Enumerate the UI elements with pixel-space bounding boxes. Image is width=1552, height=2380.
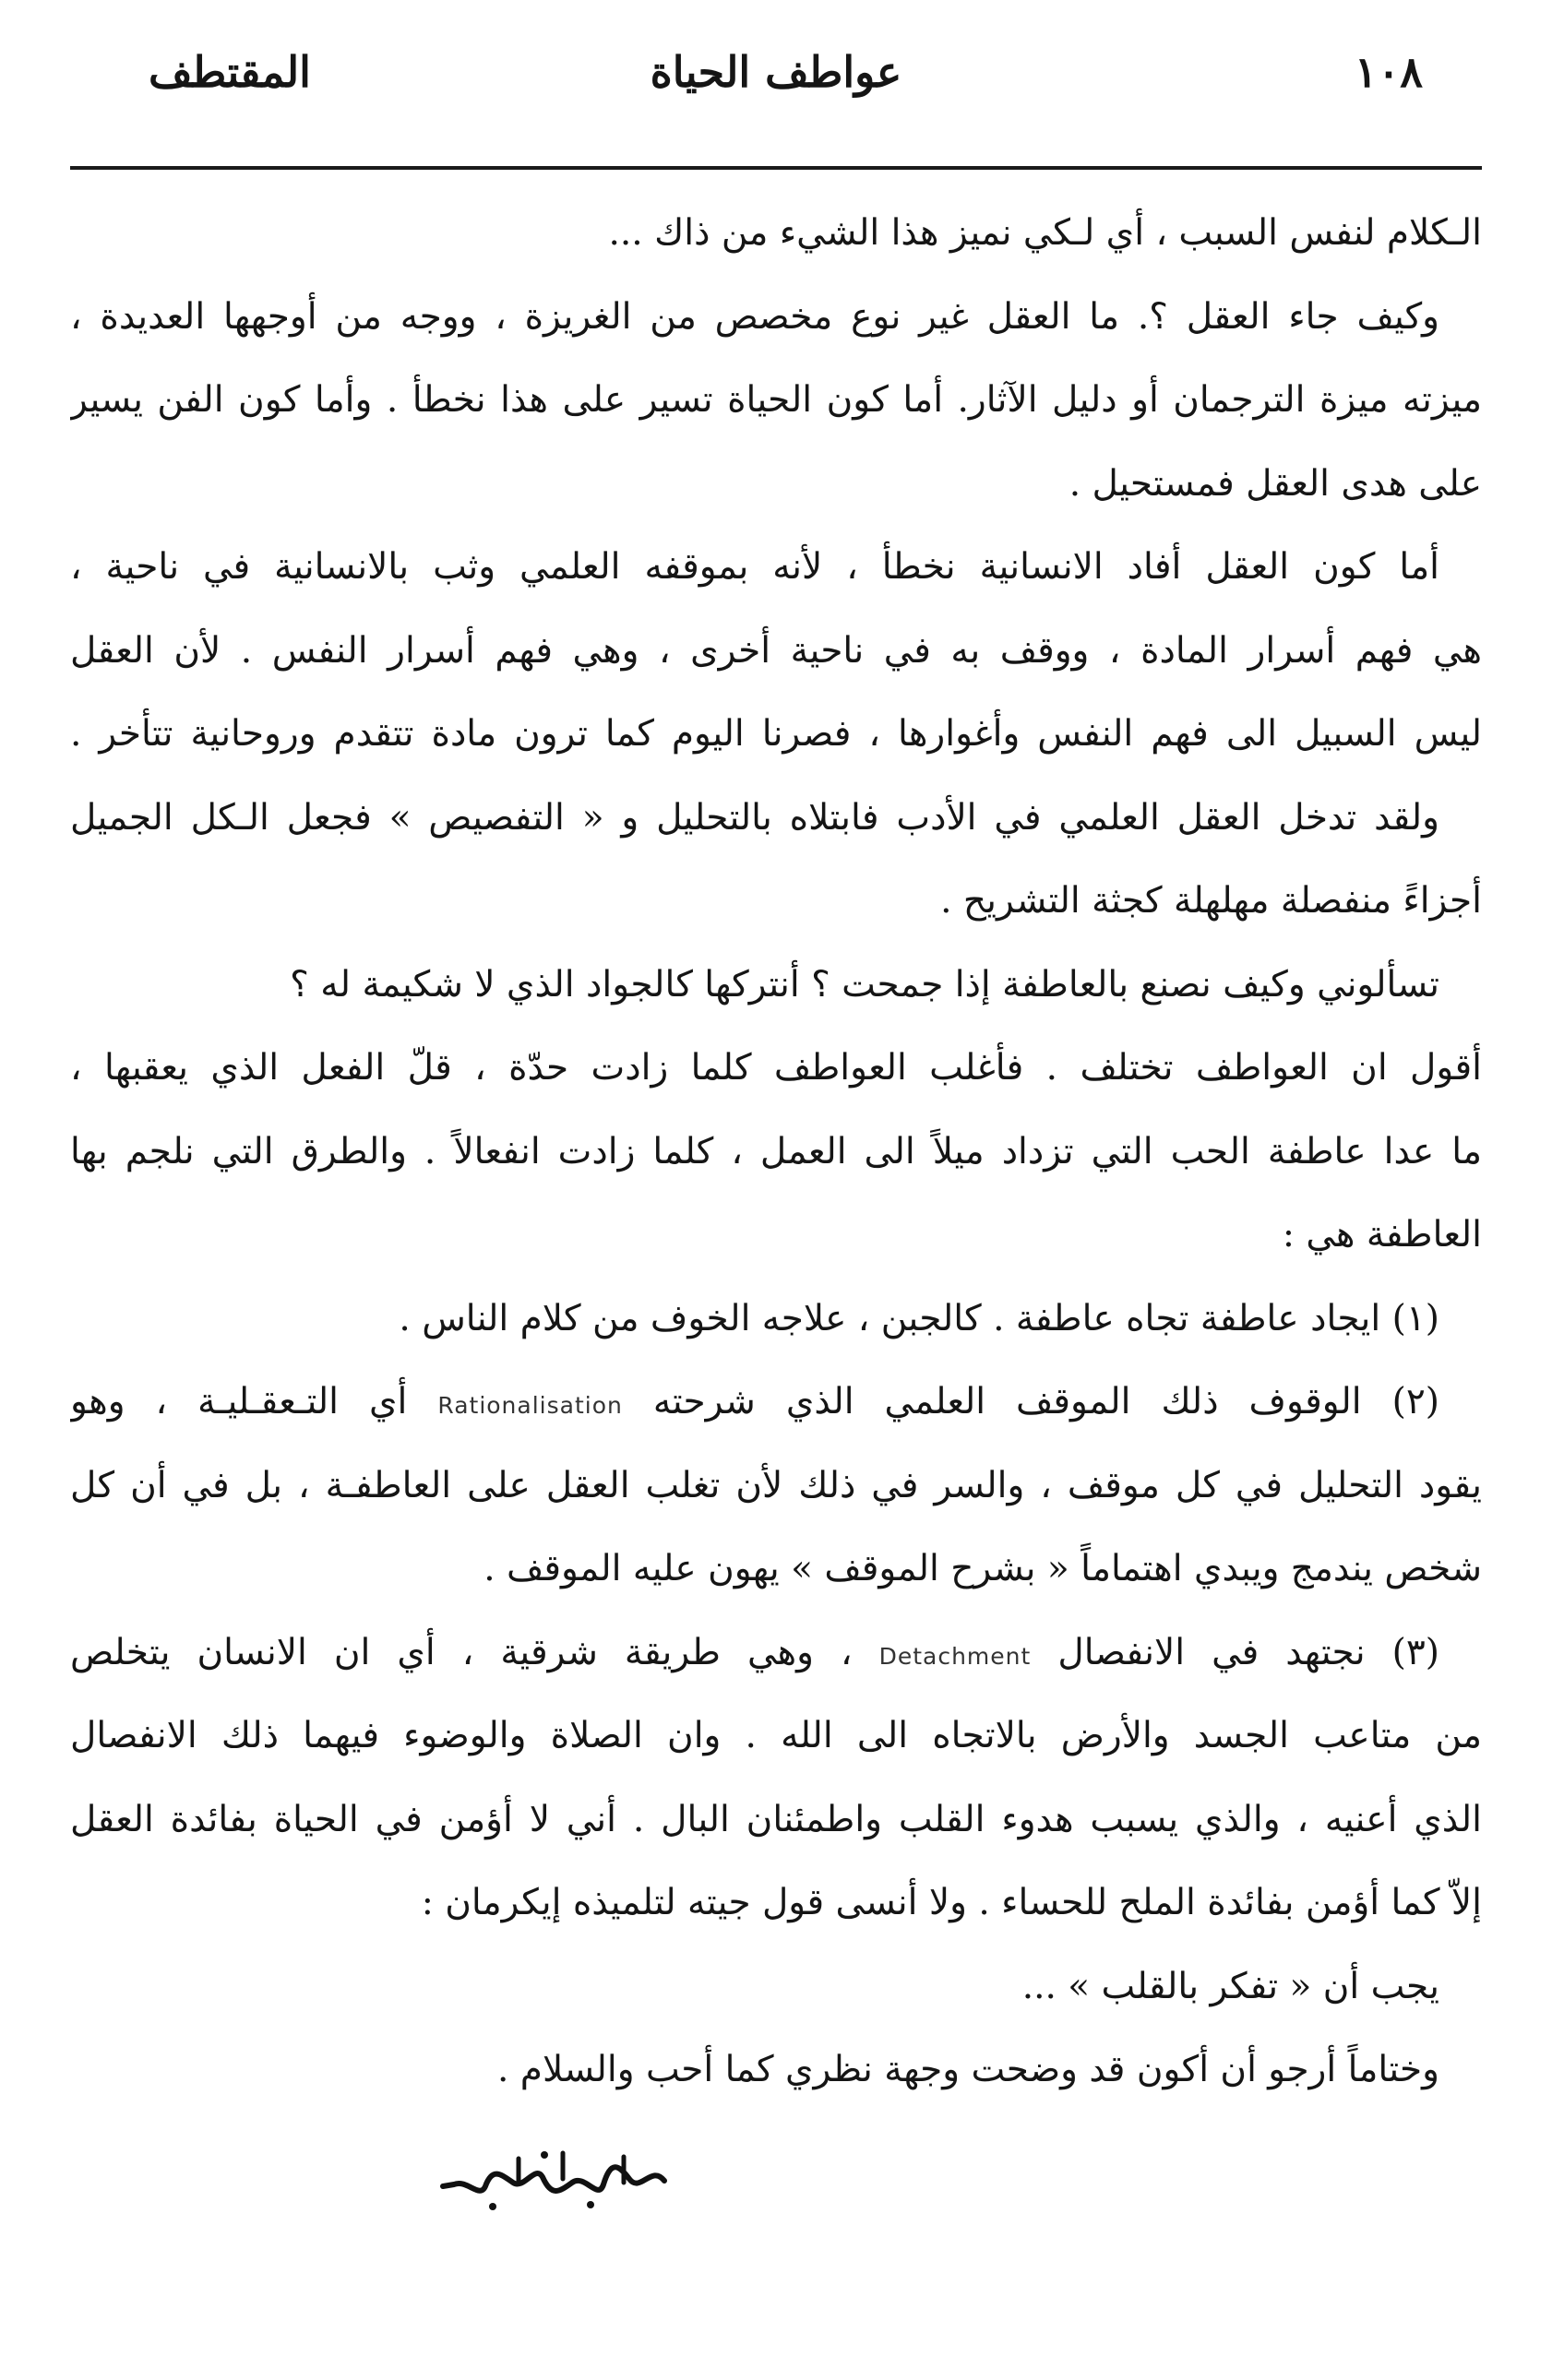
handwritten-signature bbox=[434, 2136, 674, 2219]
text-line: وكيف جاء العقل ؟. ما العقل غير نوع مخصص من الغريزة ، ووجه من أوجهها العديدة ، bbox=[70, 295, 1439, 338]
text-line: يجب أن « تفكر بالقلب » ... bbox=[1021, 1965, 1439, 2007]
page-header bbox=[70, 37, 1482, 107]
text-segment: أي التـعقـليـة ، وهو bbox=[70, 1381, 408, 1422]
text-line bbox=[70, 1612, 1482, 1696]
text-segment: ، وهي طريقة شرقية ، أي ان الانسان يتخلص bbox=[70, 1631, 853, 1673]
article-body bbox=[70, 192, 1482, 2112]
text-segment: (٢) الوقوف ذلك الموقف العلمي الذي شرحته bbox=[652, 1381, 1440, 1422]
text-line: وختاماً أرجو أن أكون قد وضحت وجهة نظري كما أحب والسلام . bbox=[497, 2049, 1439, 2090]
text-line: من متاعب الجسد والأرض بالاتجاه الى الله . وان الصلاة والوضوء فيهما ذلك الانفصال bbox=[70, 1715, 1482, 1756]
latin-term: Rationalisation bbox=[437, 1392, 623, 1419]
text-line: على هدى العقل فمستحيل . bbox=[1068, 462, 1482, 505]
page-number: ١٠٨ bbox=[1354, 47, 1423, 97]
text-line: تسألوني وكيف نصنع بالعاطفة إذا جمحت ؟ أنتركها كالجواد الذي لا شكيمة له ؟ bbox=[290, 963, 1439, 1006]
text-line: أما كون العقل أفاد الانسانية نخطأ ، لأنه بموقفه العلمي وثب بالانسانية في ناحية ، bbox=[70, 546, 1439, 588]
text-line bbox=[70, 1361, 1482, 1445]
text-line: العاطفة هي : bbox=[1282, 1214, 1482, 1255]
header-rule bbox=[70, 166, 1482, 170]
text-line: أقول ان العواطف تختلف . فأغلب العواطف كلما زادت حدّة ، قلّ الفعل الذي يعقبها ، bbox=[70, 1047, 1482, 1089]
text-line: ميزته ميزة الترجمان أو دليل الآثار. أما كون الحياة تسير على هذا نخطأ . وأما كون الفن يسير bbox=[70, 379, 1482, 421]
text-line: أجزاءً منفصلة مهلهلة كجثة التشريح . bbox=[940, 880, 1482, 922]
text-line: هي فهم أسرار المادة ، ووقف به في ناحية أخرى ، وهي فهم أسرار النفس . لأن العقل bbox=[70, 629, 1482, 672]
text-line: شخص يندمج ويبدي اهتماماً « بشرح الموقف » يهون عليه الموقف . bbox=[484, 1548, 1482, 1589]
text-segment: (٣) نجتهد في الانفصال bbox=[1057, 1631, 1439, 1673]
text-line: إلاّ كما أؤمن بفائدة الملح للحساء . ولا أنسى قول جيته لتلميذه إيكرمان : bbox=[421, 1882, 1482, 1923]
running-title: عواطف الحياة bbox=[650, 47, 902, 97]
text-line: الـكلام لنفس السبب ، أي لـكي نميز هذا الشيء من ذاك ... bbox=[608, 212, 1482, 254]
text-line: يقود التحليل في كل موقف ، والسر في ذلك لأن تغلب العقل على العاطفـة ، بل في أن كل bbox=[70, 1464, 1482, 1506]
latin-term: Detachment bbox=[878, 1642, 1032, 1670]
author-signature bbox=[434, 2136, 674, 2219]
text-line: ليس السبيل الى فهم النفس وأغوارها ، فصرنا اليوم كما ترون مادة تتقدم وروحانية تتأخر . bbox=[70, 713, 1482, 755]
text-line: الذي أعنيه ، والذي يسبب هدوء القلب واطمئنان البال . أني لا أؤمن في الحياة بفائدة العقل bbox=[70, 1798, 1482, 1840]
text-line: (١) ايجاد عاطفة تجاه عاطفة . كالجبن ، علاجه الخوف من كلام الناس . bbox=[399, 1297, 1439, 1339]
text-line: ما عدا عاطفة الحب التي تزداد ميلاً الى العمل ، كلما زادت انفعالاً . والطرق التي نلجم بها bbox=[70, 1130, 1482, 1172]
magazine-name: المقتطف bbox=[149, 47, 311, 97]
text-line: ولقد تدخل العقل العلمي في الأدب فابتلاه بالتحليل و « التفصيص » فجعل الـكل الجميل bbox=[70, 796, 1439, 839]
